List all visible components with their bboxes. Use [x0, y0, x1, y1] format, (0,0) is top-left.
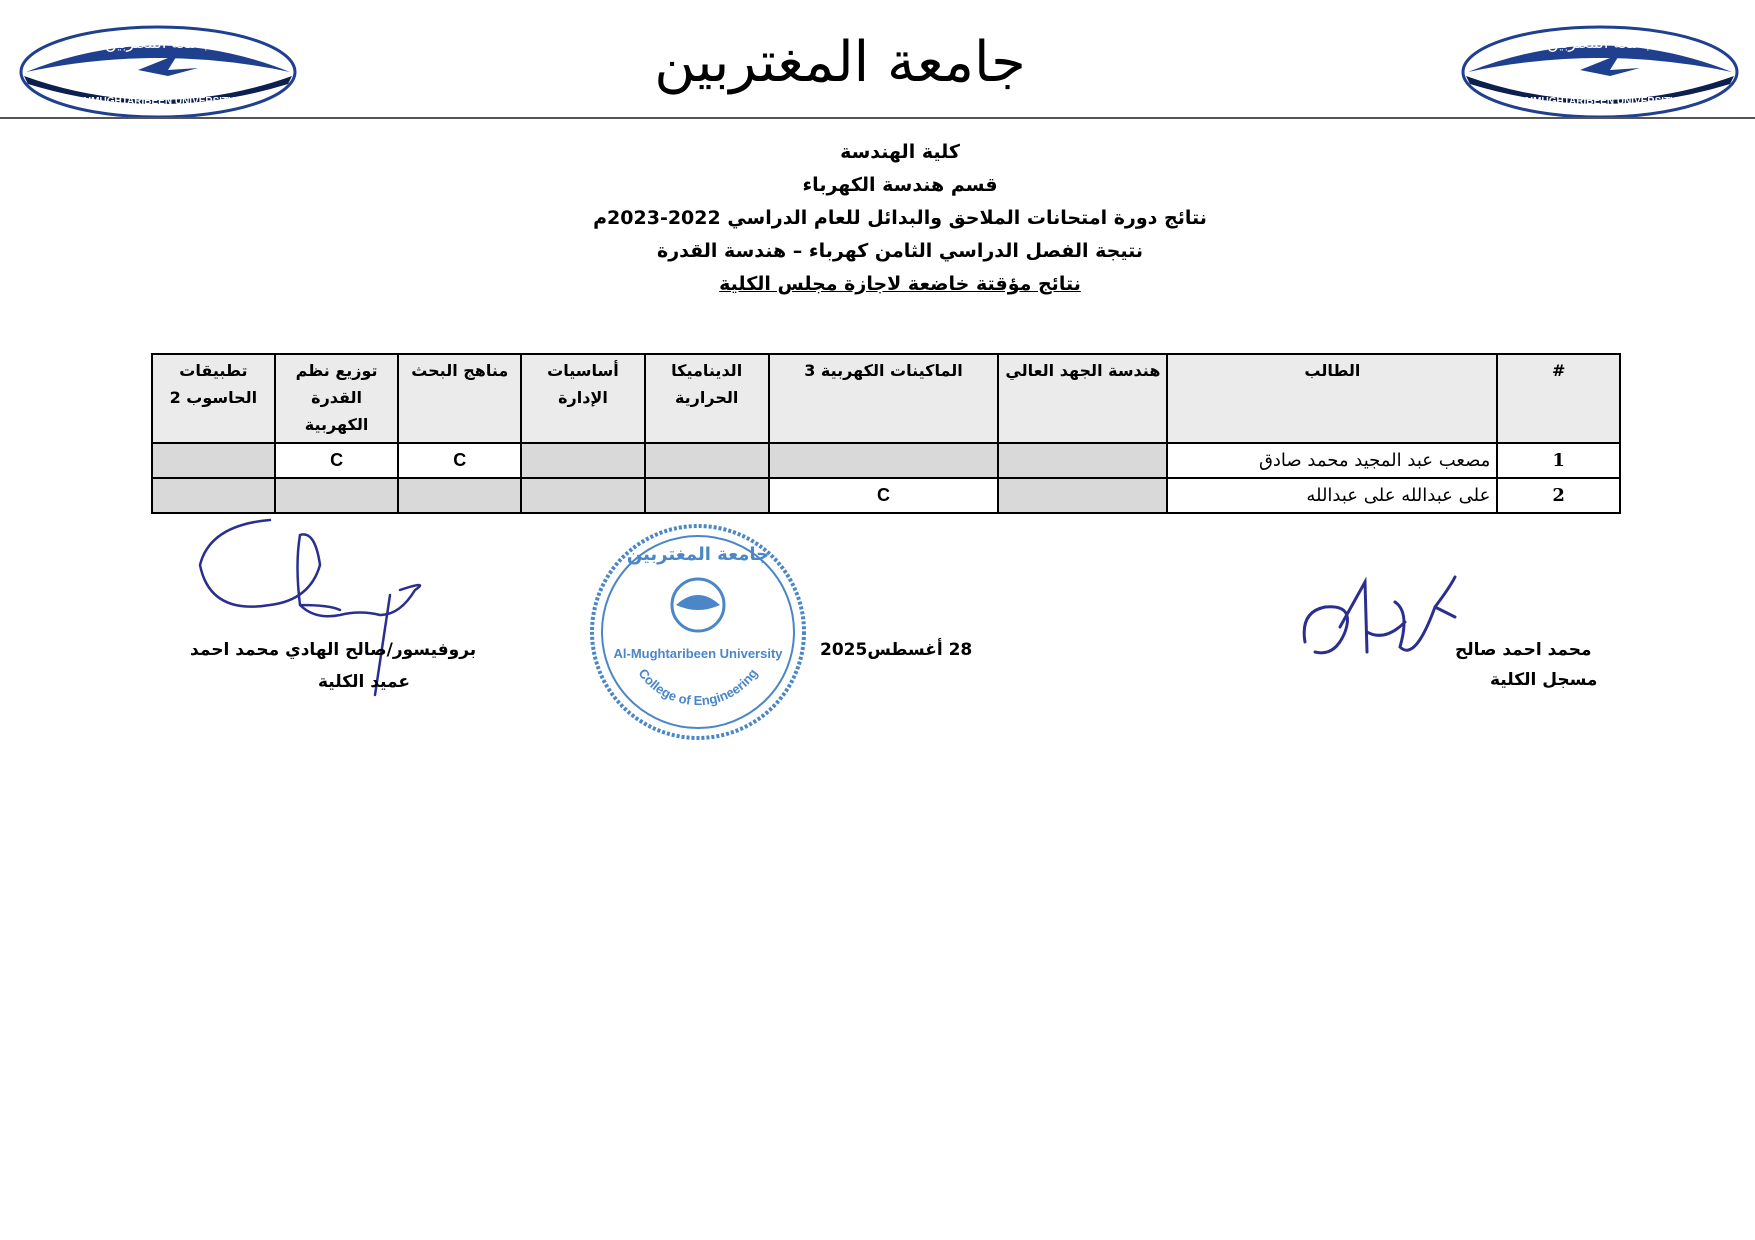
- grade-cell: [769, 443, 999, 478]
- table-row: [152, 443, 1620, 478]
- provisional-notice: نتائج مؤقتة خاضعة لاجازة مجلس الكلية: [719, 273, 1081, 295]
- row-number: 1: [1497, 443, 1620, 478]
- grade-cell: [645, 478, 769, 513]
- column-header: تطبيقات الحاسوب 2: [152, 354, 275, 443]
- table-header-row: [152, 354, 1620, 443]
- logo-english-text: AIMUGHTARIBEEN UNIVERSITY: [1523, 96, 1677, 107]
- stamp-university-text: Al-Mughtaribeen University: [613, 646, 783, 661]
- grade-cell: [645, 443, 769, 478]
- grade-cell: [521, 478, 645, 513]
- results-table: [151, 353, 1621, 514]
- stamp-college-text: College of Engineering: [635, 665, 761, 709]
- semester-heading: نتيجة الفصل الدراسي الثامن كهرباء – هندسة القدرة: [656, 240, 1143, 262]
- document-headings: [450, 136, 1350, 301]
- student-name: مصعب عبد المجيد محمد صادق: [1167, 443, 1497, 478]
- column-header: الطالب: [1167, 354, 1497, 443]
- grade-cell: [152, 478, 275, 513]
- column-header: مناهج البحث: [398, 354, 521, 443]
- faculty-heading: كلية الهندسة: [840, 141, 960, 163]
- column-header: توزيع نظم القدرة الكهربية: [275, 354, 399, 443]
- dean-title: عميد الكلية: [318, 672, 410, 692]
- logo-arabic-text: جامعة المغتربين: [104, 33, 212, 52]
- grade-cell: [398, 478, 521, 513]
- registrar-title: مسجل الكلية: [1490, 670, 1598, 690]
- department-heading: قسم هندسة الكهرباء: [802, 174, 998, 196]
- column-header: #: [1497, 354, 1620, 443]
- svg-text:College of Engineering: [635, 666, 760, 708]
- table-row: [152, 478, 1620, 513]
- stamp-arabic-text: جامعة المغتربين: [626, 544, 770, 565]
- column-header: أساسيات الإدارة: [521, 354, 645, 443]
- grade-cell: [998, 443, 1167, 478]
- university-name-title: جامعة المغتربين: [654, 30, 1026, 95]
- column-header: الديناميكا الحرارية: [645, 354, 769, 443]
- logo-arabic-text: جامعة المغتربين: [1546, 33, 1654, 52]
- document-date: 28 أغسطس2025: [820, 640, 973, 660]
- logo-english-text: AIMUGHTARIBEEN UNIVERSITY: [81, 96, 235, 107]
- university-logo-left: [18, 24, 298, 124]
- exam-round-heading: نتائج دورة امتحانات الملاحق والبدائل للعام الدراسي 2022-2023م: [593, 207, 1207, 229]
- college-stamp: [586, 520, 810, 744]
- registrar-name: محمد احمد صالح: [1455, 640, 1592, 660]
- grade-cell: [275, 478, 399, 513]
- grade-cell: C: [398, 443, 521, 478]
- row-number: 2: [1497, 478, 1620, 513]
- grade-cell: [521, 443, 645, 478]
- grade-cell: [152, 443, 275, 478]
- dean-name: بروفيسور/صالح الهادي محمد احمد: [190, 640, 477, 660]
- header-divider: [0, 117, 1755, 119]
- grade-cell: [998, 478, 1167, 513]
- student-name: على عبدالله على عبدالله: [1167, 478, 1497, 513]
- university-logo-right: [1460, 24, 1740, 124]
- grade-cell: C: [275, 443, 399, 478]
- registrar-signature: [1295, 572, 1465, 682]
- column-header: الماكينات الكهربية 3: [769, 354, 999, 443]
- column-header: هندسة الجهد العالي: [998, 354, 1167, 443]
- grade-cell: C: [769, 478, 999, 513]
